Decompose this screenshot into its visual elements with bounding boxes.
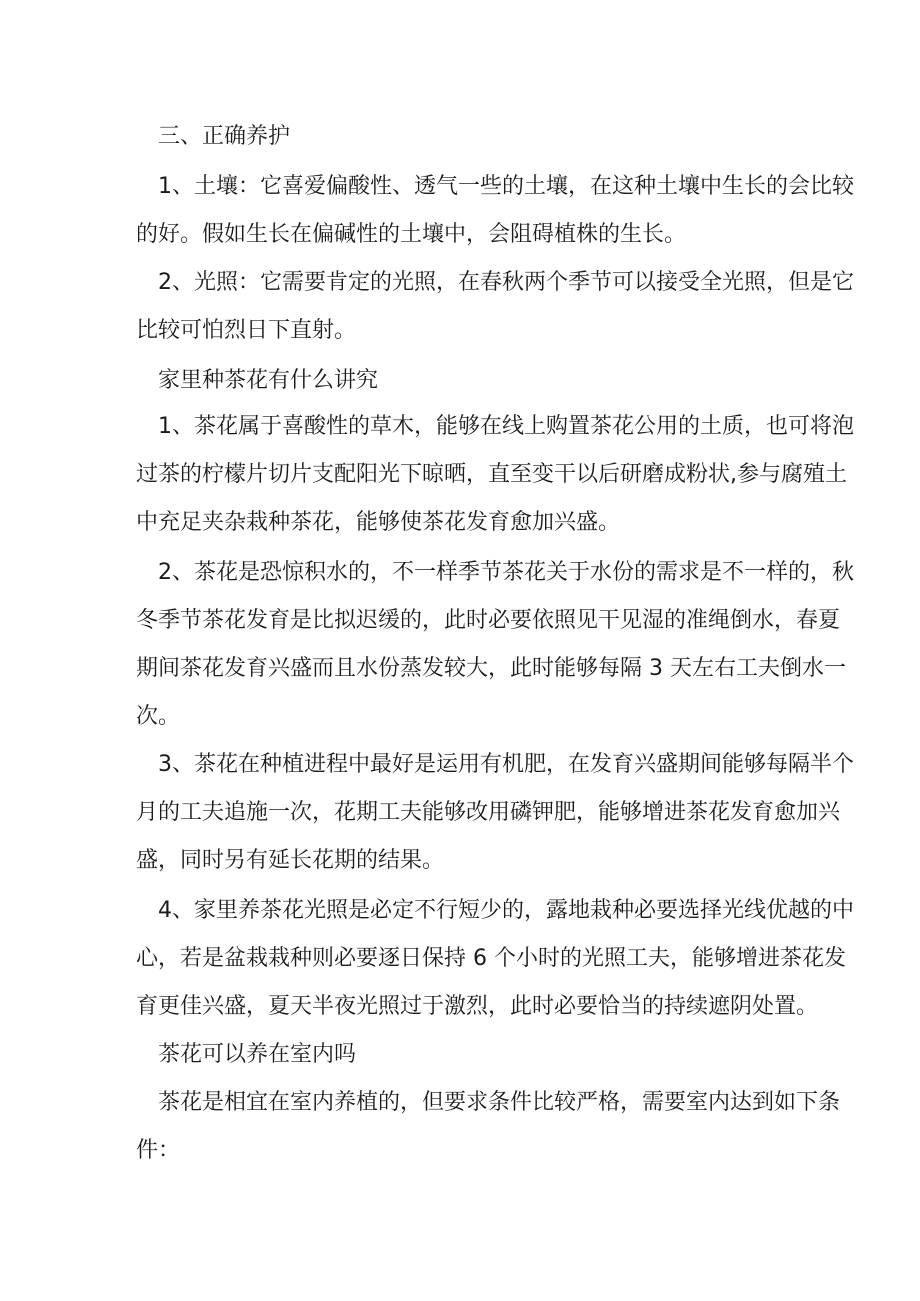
paragraph-home3-line-3: 盛，同时另有延长花期的结果。 <box>136 848 445 873</box>
paragraph-home1-line-2: 过茶的柠檬片切片支配阳光下晾晒，直至变干以后研磨成粉状,参与腐殖土 <box>136 462 847 487</box>
section-heading-indoor: 茶花可以养在室内吗 <box>158 1042 357 1067</box>
section-heading-care: 三、正确养护 <box>158 124 291 149</box>
paragraph-home2-line-2: 冬季节茶花发育是比拟迟缓的，此时必要依照见干见湿的准绳倒水，春夏 <box>136 608 841 633</box>
section-heading-home: 家里种茶花有什么讲究 <box>158 368 379 393</box>
paragraph-light-line-2: 比较可怕烈日下直射。 <box>136 318 357 343</box>
paragraph-home4-line-1: 4、家里养茶花光照是必定不行短少的，露地栽种必要选择光线优越的中 <box>158 898 854 923</box>
paragraph-home2-line-4: 次。 <box>136 704 181 729</box>
paragraph-light-line-1: 2、光照：它需要肯定的光照，在春秋两个季节可以接受全光照，但是它 <box>158 270 854 295</box>
paragraph-soil-line-1: 1、土壤：它喜爱偏酸性、透气一些的土壤，在这种土壤中生长的会比较 <box>158 174 854 199</box>
paragraph-home4-line-2: 心，若是盆栽栽种则必要逐日保持 6 个小时的光照工夫，能够增进茶花发 <box>136 946 846 971</box>
paragraph-home3-line-1: 3、茶花在种植进程中最好是运用有机肥，在发育兴盛期间能够每隔半个 <box>158 752 854 777</box>
paragraph-home1-line-1: 1、茶花属于喜酸性的草木，能够在线上购置茶花公用的土质，也可将泡 <box>158 414 854 439</box>
paragraph-soil-line-2: 的好。假如生长在偏碱性的土壤中，会阻碍植株的生长。 <box>136 222 687 247</box>
paragraph-indoor-line-2: 件： <box>136 1138 181 1163</box>
paragraph-home2-line-3: 期间茶花发育兴盛而且水份蒸发较大，此时能够每隔 3 天左右工夫倒水一 <box>136 656 846 681</box>
paragraph-home3-line-2: 月的工夫追施一次，花期工夫能够改用磷钾肥，能够增进茶花发育愈加兴 <box>136 800 841 825</box>
paragraph-home2-line-1: 2、茶花是恐惊积水的，不一样季节茶花关于水份的需求是不一样的，秋 <box>158 560 854 585</box>
paragraph-home4-line-3: 育更佳兴盛，夏天半夜光照过于激烈，此时必要恰当的持续遮阴处置。 <box>136 994 819 1019</box>
paragraph-home1-line-3: 中充足夹杂栽种茶花，能够使茶花发育愈加兴盛。 <box>136 510 621 535</box>
paragraph-indoor-line-1: 茶花是相宜在室内养植的，但要求条件比较严格，需要室内达到如下条 <box>158 1090 841 1115</box>
